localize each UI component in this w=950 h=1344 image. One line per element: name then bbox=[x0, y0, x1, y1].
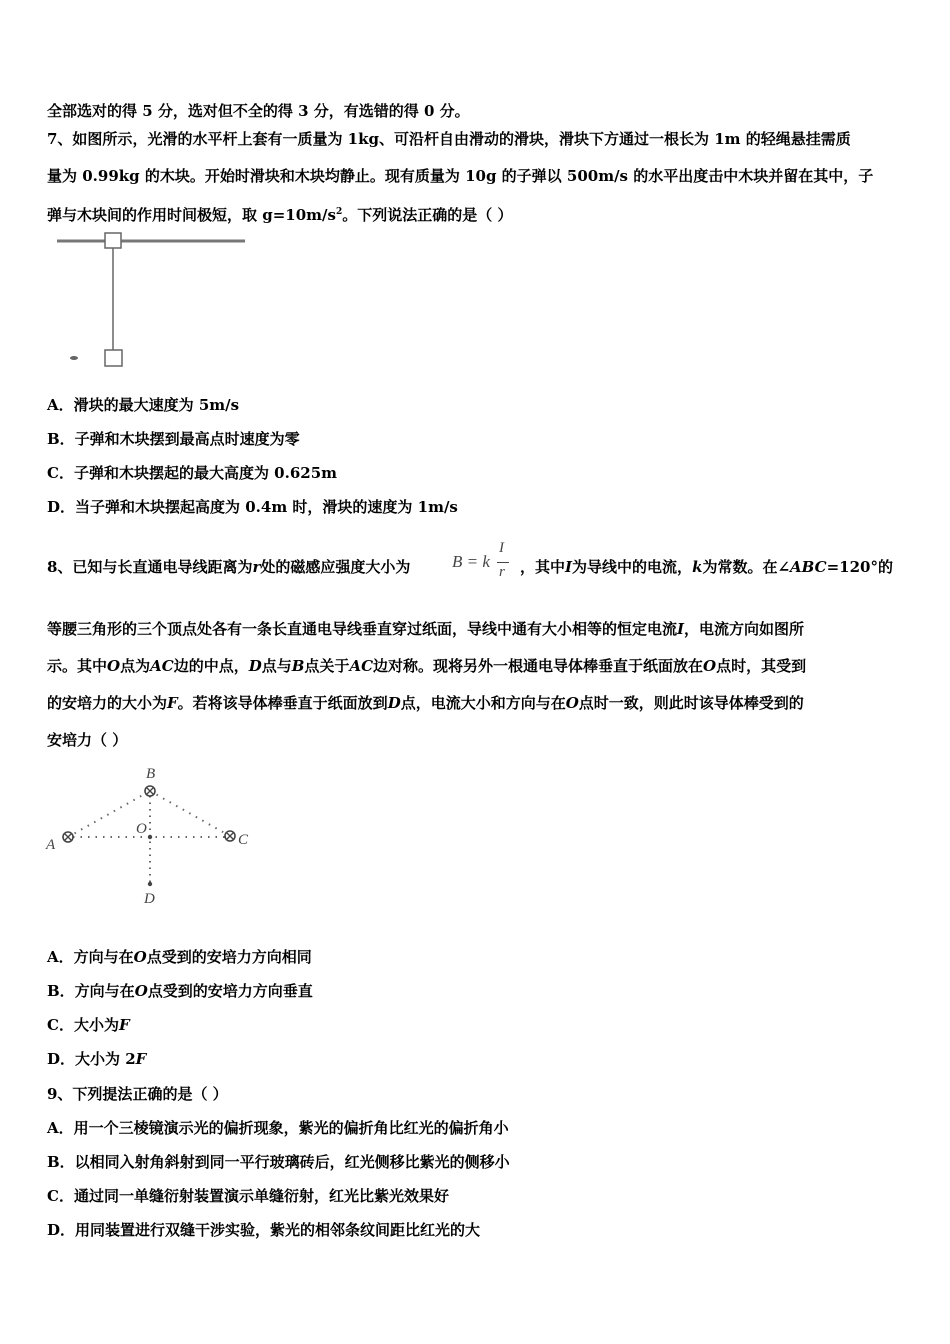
q8-stem-line-3: 示。其中O点为AC边的中点，D点与B点关于AC边对称。现将另外一根通电导体棒垂直于纸面放在O点时，其受到 bbox=[47, 657, 807, 675]
label-o: O bbox=[136, 821, 147, 837]
q8-stem-line-2: 等腰三角形的三个顶点处各有一条长直通电导线垂直穿过纸面，导线中通有大小相等的恒定电流I，电流方向如图所 bbox=[47, 620, 805, 638]
label-d: D bbox=[144, 891, 155, 907]
wooden-block bbox=[105, 350, 122, 366]
q8-option-c: C．大小为F bbox=[47, 1016, 130, 1034]
slider-block bbox=[105, 233, 121, 248]
q8-stem-line-1b: ，其中I为导线中的电流，k为常数。在∠ABC=120°的 bbox=[520, 558, 893, 576]
wire-b-current-in-icon bbox=[145, 786, 155, 796]
q7-option-c: C．子弹和木块摆起的最大高度为 0.625m bbox=[47, 464, 338, 482]
bullet bbox=[70, 356, 78, 360]
q8-figure-triangle bbox=[40, 760, 270, 910]
q8-option-a: A．方向与在O点受到的安培力方向相同 bbox=[47, 948, 312, 966]
q8-stem-line-1a: 8、已知与长直通电导线距离为r处的磁感应强度大小为 bbox=[47, 558, 411, 576]
point-d-dot bbox=[148, 882, 152, 886]
magnetic-field-formula: B = k I r bbox=[452, 540, 518, 584]
q7-stem-line-1: 7、如图所示，光滑的水平杆上套有一质量为 1kg、可沿杆自由滑动的滑块，滑块下方通过一根长为 1m 的轻绳悬挂需质 bbox=[47, 130, 851, 148]
q9-stem: 9、下列提法正确的是（ ） bbox=[47, 1085, 228, 1103]
q8-option-b: B．方向与在O点受到的安培力方向垂直 bbox=[47, 982, 313, 1000]
q7-option-b: B．子弹和木块摆到最高点时速度为零 bbox=[47, 430, 300, 448]
q9-option-c: C．通过同一单缝衍射装置演示单缝衍射，红光比紫光效果好 bbox=[47, 1187, 449, 1205]
q9-option-d: D．用同装置进行双缝干涉实验，紫光的相邻条纹间距比红光的大 bbox=[47, 1221, 481, 1239]
q7-stem-line-3: 弹与木块间的作用时间极短，取 $g=10m/s^2$。下列说法正确的是（ ） bbox=[47, 206, 513, 224]
label-c: C bbox=[238, 832, 249, 848]
label-a: A bbox=[46, 837, 56, 853]
q7-figure-pendulum bbox=[55, 230, 250, 370]
wire-c-current-in-icon bbox=[225, 831, 235, 841]
q9-option-a: A．用一个三棱镜演示光的偏折现象，紫光的偏折角比红光的偏折角小 bbox=[47, 1119, 509, 1137]
scoring-note: 全部选对的得 5 分，选对但不全的得 3 分，有选错的得 0 分。 bbox=[47, 102, 470, 120]
q8-option-d: D．大小为 2F bbox=[47, 1050, 147, 1068]
q8-stem-line-5: 安培力（ ） bbox=[47, 731, 128, 749]
q7-stem-line-2: 量为 0.99kg 的木块。开始时滑块和木块均静止。现有质量为 10g 的子弹以 500m/s 的水平出度击中木块并留在其中，子 bbox=[47, 167, 874, 185]
point-o-dot bbox=[148, 835, 152, 839]
label-b: B bbox=[146, 766, 156, 782]
wire-a-current-in-icon bbox=[63, 832, 73, 842]
q8-stem-line-4: 的安培力的大小为F。若将该导体棒垂直于纸面放到D点，电流大小和方向与在O点时一致，则此时该导体棒受到的 bbox=[47, 694, 804, 712]
q7-option-a: A．滑块的最大速度为 5m/s bbox=[47, 396, 240, 414]
q7-option-d: D．当子弹和木块摆起高度为 0.4m 时，滑块的速度为 1m/s bbox=[47, 498, 458, 516]
q9-option-b: B．以相同入射角斜射到同一平行玻璃砖后，红光侧移比紫光的侧移小 bbox=[47, 1153, 510, 1171]
